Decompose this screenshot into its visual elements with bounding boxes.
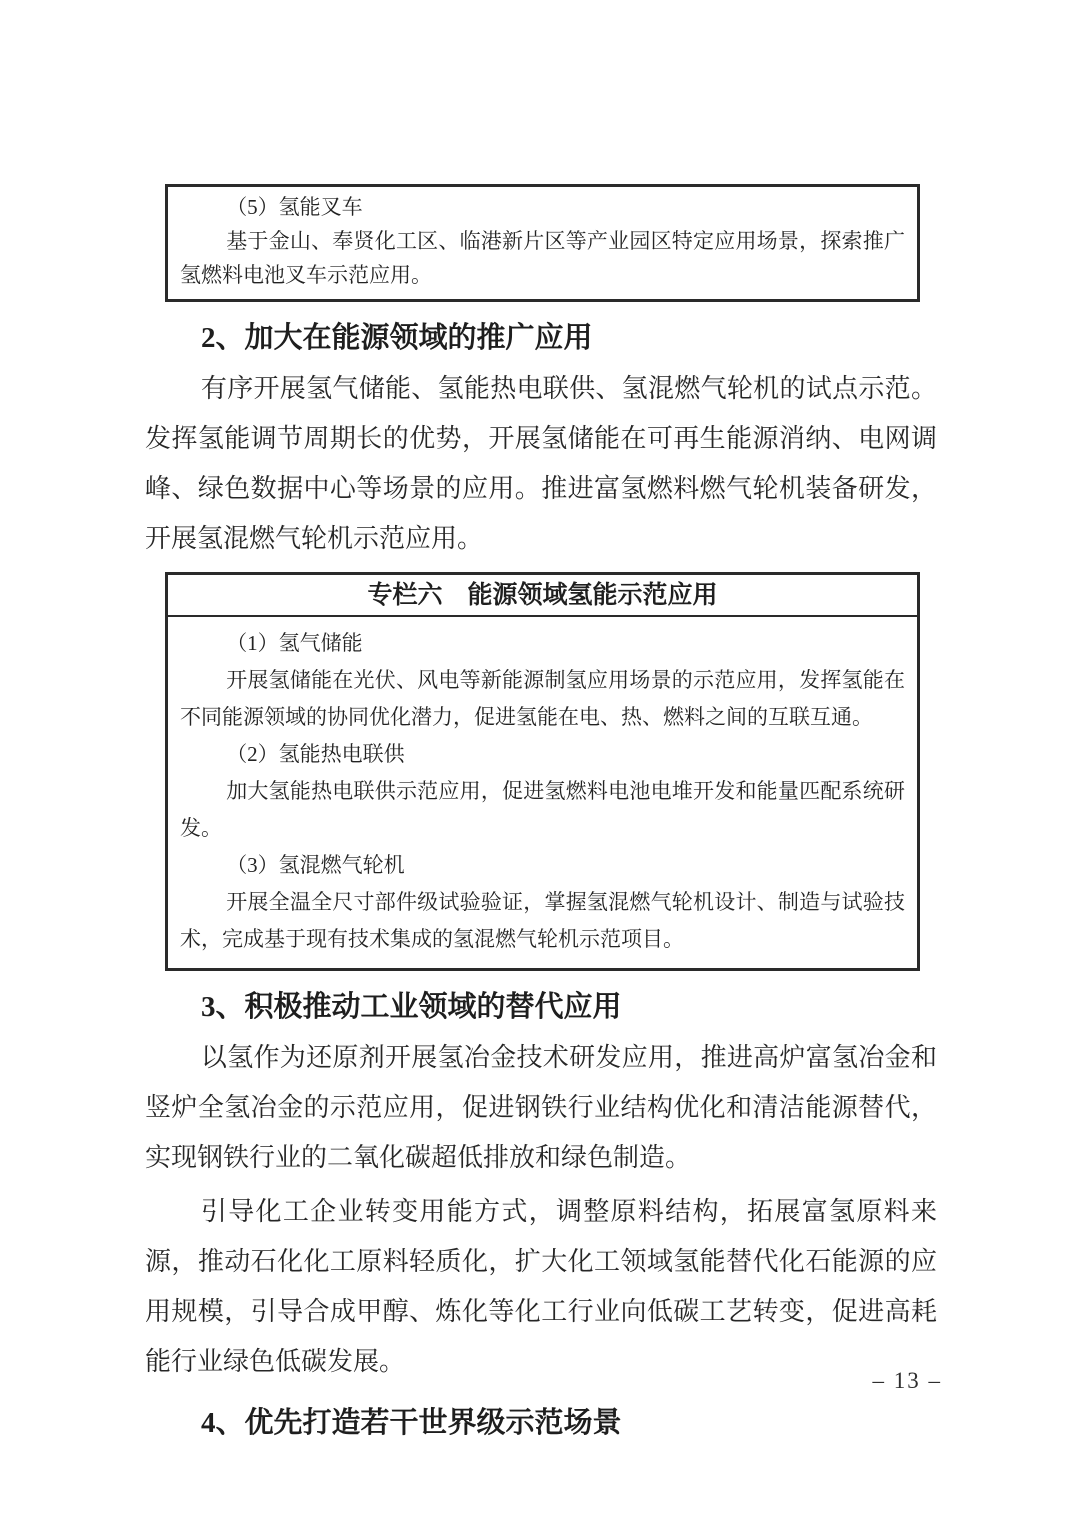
energy-item-3-body: 开展全温全尺寸部件级试验验证，掌握氢混燃气轮机设计、制造与试验技术，完成基于现有技术集成的氢混燃气轮机示范项目。 bbox=[180, 890, 905, 951]
section-2-heading: 2、加大在能源领域的推广应用 bbox=[201, 322, 593, 354]
callout-box-energy bbox=[165, 572, 920, 971]
page-number-label: – 13 – bbox=[872, 1368, 942, 1393]
energy-item-3-label: （3）氢混燃气轮机 bbox=[226, 853, 405, 877]
section-4-heading: 4、优先打造若干世界级示范场景 bbox=[201, 1407, 622, 1439]
energy-item-1-body: 开展氢储能在光伏、风电等新能源制氢应用场景的示范应用，发挥氢能在不同能源领域的协同优化潜力，促进氢能在电、热、燃料之间的互联互通。 bbox=[180, 668, 905, 729]
section-3-heading: 3、积极推动工业领域的替代应用 bbox=[201, 991, 622, 1023]
callout-box-forklift bbox=[165, 184, 920, 302]
energy-item-2-label: （2）氢能热电联供 bbox=[226, 742, 405, 766]
page-number bbox=[873, 1368, 943, 1394]
forklift-item-label: （5）氢能叉车 bbox=[226, 195, 363, 219]
document-content bbox=[145, 184, 937, 1445]
section-2-paragraph: 有序开展氢气储能、氢能热电联供、氢混燃气轮机的试点示范。发挥氢能调节周期长的优势，开展氢储能在可再生能源消纳、电网调峰、绿色数据中心等场景的应用。推进富氢燃料燃气轮机装备研发，开展氢混燃气轮机示范应用。 bbox=[145, 374, 937, 553]
energy-box-title: 专栏六 能源领域氢能示范应用 bbox=[168, 575, 917, 617]
section-3-paragraph-2: 引导化工企业转变用能方式，调整原料结构，拓展富氢原料来源，推动石化化工原料轻质化，扩大化工领域氢能替代化石能源的应用规模，引导合成甲醇、炼化等化工行业向低碳工艺转变，促进高耗能行业绿色低碳发展。 bbox=[145, 1197, 937, 1376]
energy-box-content bbox=[168, 617, 917, 968]
section-3-paragraph-1: 以氢作为还原剂开展氢冶金技术研发应用，推进高炉富氢冶金和竖炉全氢冶金的示范应用，促进钢铁行业结构优化和清洁能源替代，实现钢铁行业的二氧化碳超低排放和绿色制造。 bbox=[145, 1043, 937, 1172]
energy-item-1-label: （1）氢气储能 bbox=[226, 631, 363, 655]
forklift-item-body: 基于金山、奉贤化工区、临港新片区等产业园区特定应用场景，探索推广氢燃料电池叉车示范应用。 bbox=[180, 229, 905, 287]
energy-item-2-body: 加大氢能热电联供示范应用，促进氢燃料电池电堆开发和能量匹配系统研发。 bbox=[180, 779, 905, 840]
